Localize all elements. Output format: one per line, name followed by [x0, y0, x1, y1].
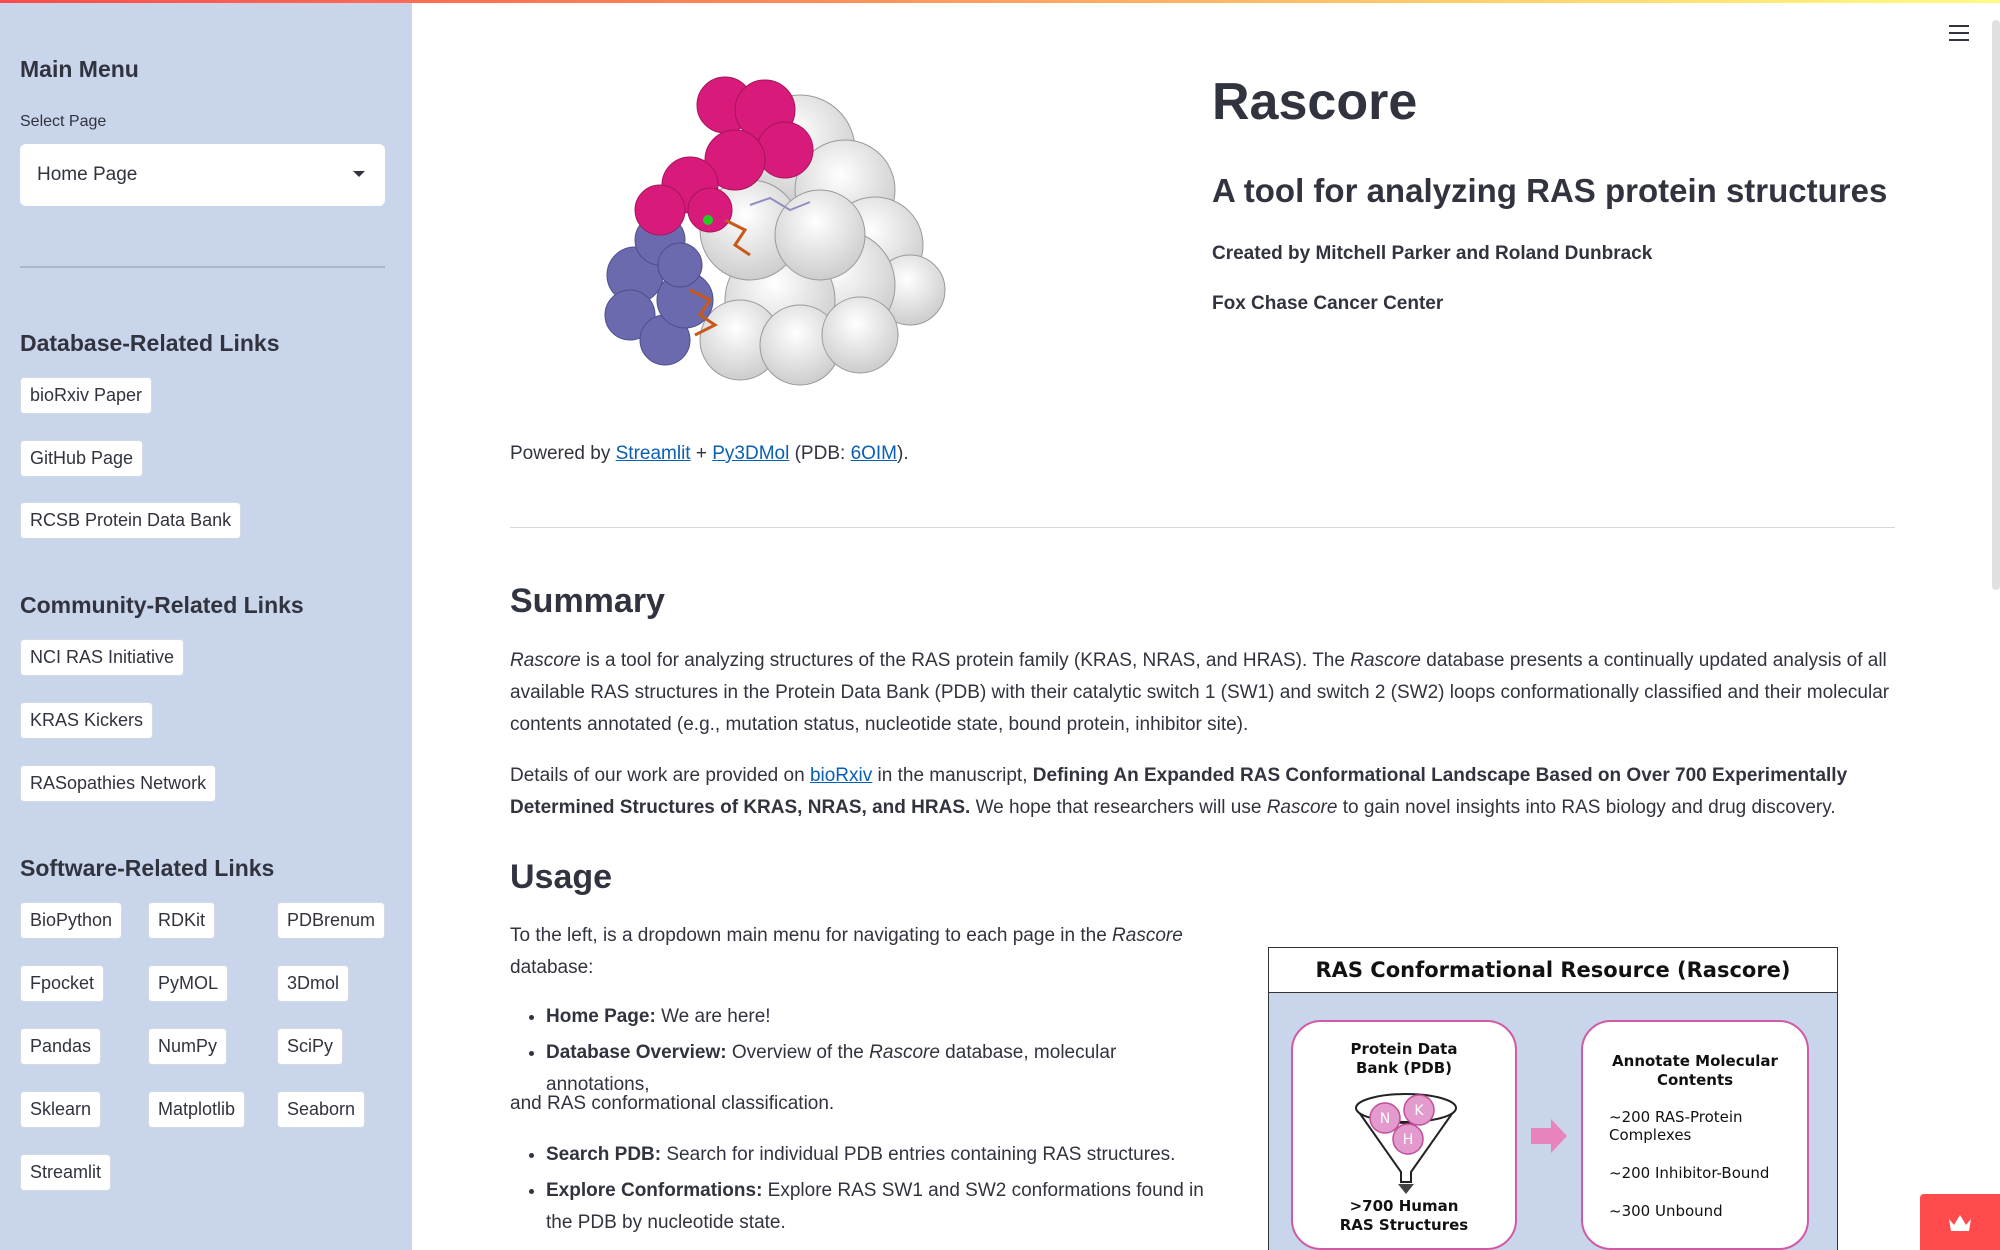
usage-intro [510, 920, 1200, 984]
section-database-links: Database-Related Links [20, 330, 280, 356]
usage-item-explore [546, 1175, 1210, 1239]
rascore-diagram [1268, 947, 1838, 1250]
usage-heading: Usage [510, 858, 613, 896]
page-subtitle: A tool for analyzing RAS protein structures [1212, 172, 1888, 209]
link-py3dmol-inline[interactable]: Py3DMol [712, 443, 790, 464]
diagram-item-unbound: ~300 Unbound [1609, 1202, 1723, 1220]
select-page-label: Select Page [20, 113, 107, 130]
usage-item-home-text: We are here! [655, 1006, 771, 1027]
diagram-box-pdb-foot-2: RAS Structures [1339, 1216, 1469, 1234]
usage-overview-continued: and RAS conformational classification. [510, 1093, 835, 1114]
summary-em-1: Rascore [510, 650, 581, 671]
usage-item-overview-b: database, molecular annotations, [546, 1042, 1117, 1095]
link-pymol[interactable]: PyMOL [148, 965, 228, 1002]
diagram-box-pdb [1291, 1020, 1517, 1250]
powered-suffix: ). [897, 443, 909, 464]
credit-text: Created by Mitchell Parker and Roland Dunbrack [1212, 243, 1653, 264]
arrow-right-icon [1529, 1116, 1569, 1156]
link-biorxiv-paper[interactable]: bioRxiv Paper [20, 377, 152, 414]
usage-item-explore-label: Explore Conformations: [546, 1180, 763, 1201]
link-pandas[interactable]: Pandas [20, 1028, 101, 1065]
link-scipy[interactable]: SciPy [277, 1028, 343, 1065]
link-rdkit[interactable]: RDKit [148, 902, 215, 939]
link-seaborn[interactable]: Seaborn [277, 1091, 365, 1128]
link-pdbrenum[interactable]: PDBrenum [277, 902, 385, 939]
summary-text-2c: We hope that researchers will use [970, 797, 1267, 818]
sidebar-title: Main Menu [20, 56, 139, 82]
summary-text-2b: in the manuscript, [872, 765, 1033, 786]
powered-pdb-prefix: (PDB: [789, 443, 851, 464]
link-3dmol[interactable]: 3Dmol [277, 965, 349, 1002]
summary-text-1d: database presents a continually updated analysis of all available RAS structures in the Protein Data Bank (PDB) with their catalytic switch 1 (SW1) and switch 2 (SW2) loops conformationally classified and their molecular contents annotated (e.g., mutation status, nucleotide state, bound protein, inhibitor site). [510, 650, 1890, 735]
sidebar-divider [20, 266, 385, 268]
section-software-links: Software-Related Links [20, 855, 275, 881]
sidebar [0, 0, 412, 1250]
summary-text-2d: to gain novel insights into RAS biology and drug discovery. [1337, 797, 1836, 818]
usage-item-explore-text: Explore RAS SW1 and SW2 conformations found in the PDB by nucleotide state. [546, 1180, 1204, 1233]
powered-by-line [510, 438, 909, 470]
chevron-down-icon [353, 171, 365, 177]
usage-intro-a: To the left, is a dropdown main menu for navigating to each page in the [510, 925, 1113, 946]
usage-list-b [510, 1139, 1210, 1239]
powered-prefix: Powered by [510, 443, 616, 464]
page-select-dropdown[interactable] [20, 144, 385, 206]
link-biorxiv-inline[interactable]: bioRxiv [809, 765, 873, 786]
diagram-item-inhibitor-bound: ~200 Inhibitor-Bound [1609, 1164, 1770, 1182]
funnel-icon [1353, 1090, 1459, 1198]
funnel-label-k: K [1414, 1103, 1424, 1119]
usage-item-home-label: Home Page: [546, 1006, 656, 1027]
funnel-label-h: H [1402, 1132, 1414, 1148]
link-rasopathies-network[interactable]: RASopathies Network [20, 765, 216, 802]
link-rcsb-pdb[interactable]: RCSB Protein Data Bank [20, 502, 241, 539]
organization-text: Fox Chase Cancer Center [1212, 293, 1444, 314]
scrollbar-thumb[interactable] [1992, 20, 2000, 590]
section-community-links: Community-Related Links [20, 592, 304, 618]
protein-structure-image [590, 70, 970, 400]
summary-em-2: Rascore [1350, 650, 1421, 671]
diagram-item-protein-complexes: ~200 RAS-Protein Complexes [1609, 1108, 1743, 1144]
usage-item-search [546, 1139, 1210, 1171]
manuscript-title: Defining An Expanded RAS Conformational Landscape Based on Over 700 Experimentally Determined Structures of KRAS, NRAS, and HRAS. [510, 765, 1848, 818]
usage-item-search-text: Search for individual PDB entries containing RAS structures. [661, 1144, 1176, 1165]
usage-list-a [510, 1001, 1210, 1101]
summary-em-3: Rascore [1266, 797, 1338, 818]
link-nci-ras-initiative[interactable]: NCI RAS Initiative [20, 639, 184, 676]
link-streamlit[interactable]: Streamlit [20, 1154, 111, 1191]
summary-text-2a: Details of our work are provided on [510, 765, 810, 786]
link-sklearn[interactable]: Sklearn [20, 1091, 101, 1128]
diagram-box-annotate-head-1: Annotate Molecular [1612, 1052, 1778, 1070]
page-title: Rascore [1212, 73, 1418, 131]
page-select-value: Home Page [37, 164, 138, 185]
usage-item-overview-a: Overview of the [726, 1042, 870, 1063]
diagram-box-annotate-head-2: Contents [1656, 1071, 1734, 1089]
usage-item-overview-label: Database Overview: [546, 1042, 727, 1063]
summary-paragraph-1 [510, 645, 1895, 741]
link-fpocket[interactable]: Fpocket [20, 965, 104, 1002]
usage-item-home [546, 1001, 1210, 1033]
funnel-label-n: N [1379, 1111, 1391, 1127]
powered-plus: + [690, 443, 713, 464]
summary-paragraph-2 [510, 760, 1895, 824]
content-divider [510, 527, 1895, 528]
link-pdb-6oim[interactable]: 6OIM [850, 443, 898, 464]
diagram-title: RAS Conformational Resource (Rascore) [1269, 948, 1837, 993]
summary-text-1b: is a tool for analyzing structures of the RAS protein family (KRAS, NRAS, and HRAS). The [580, 650, 1351, 671]
diagram-box-pdb-foot-1: >700 Human [1349, 1197, 1459, 1215]
summary-heading: Summary [510, 582, 665, 620]
usage-intro-em: Rascore [1112, 925, 1183, 946]
crown-icon [1948, 1214, 1972, 1232]
diagram-box-pdb-head: Protein Data Bank (PDB) [1350, 1040, 1458, 1077]
link-numpy[interactable]: NumPy [148, 1028, 227, 1065]
link-kras-kickers[interactable]: KRAS Kickers [20, 702, 153, 739]
hamburger-menu-icon[interactable] [1949, 25, 1969, 41]
diagram-box-annotate [1581, 1020, 1809, 1250]
link-streamlit-inline[interactable]: Streamlit [615, 443, 691, 464]
usage-item-overview-em: Rascore [869, 1042, 940, 1063]
top-decoration-bar [0, 0, 2000, 3]
usage-intro-b: database: [510, 957, 594, 978]
link-github-page[interactable]: GitHub Page [20, 440, 143, 477]
link-matplotlib[interactable]: Matplotlib [148, 1091, 245, 1128]
link-biopython[interactable]: BioPython [20, 902, 122, 939]
usage-item-search-label: Search PDB: [546, 1144, 662, 1165]
streamlit-badge[interactable] [1920, 1194, 2000, 1250]
